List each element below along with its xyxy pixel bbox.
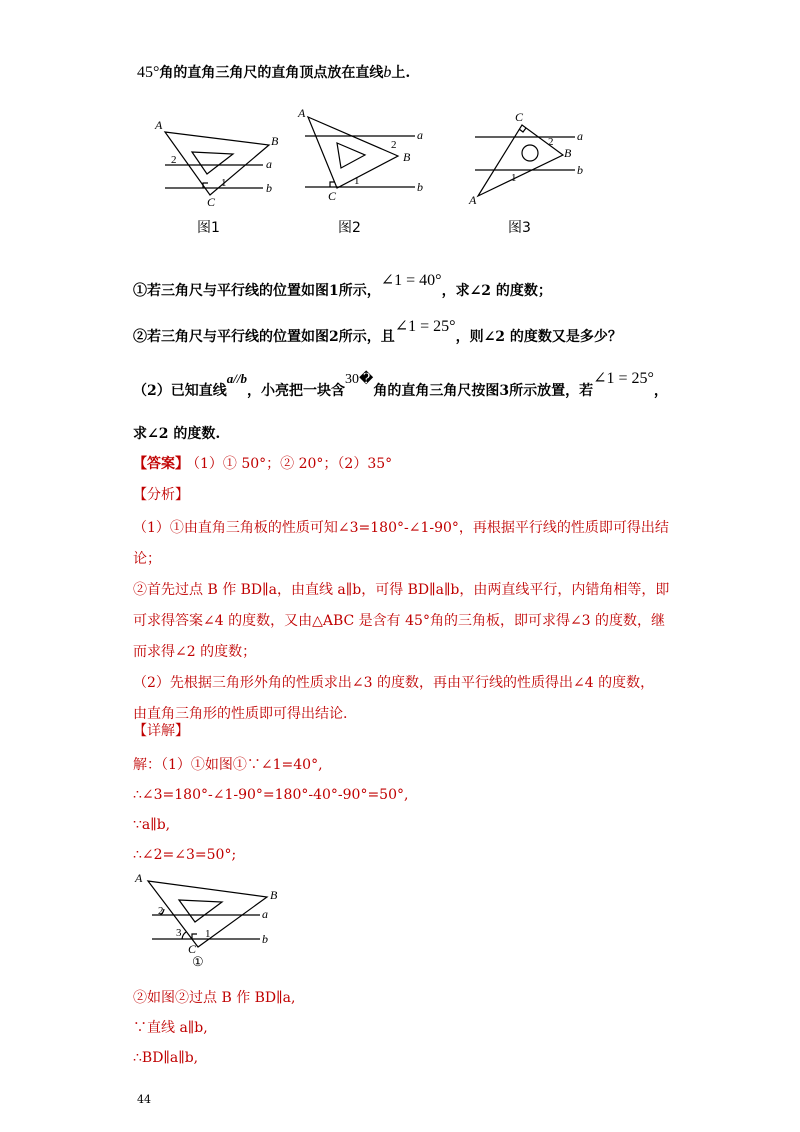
- intro-var-b: b: [383, 64, 392, 81]
- fig3-label-A: A: [469, 193, 477, 207]
- analysis-line: ②首先过点 B 作 BD∥a，由直线 a∥b，可得 BD∥a∥b，由两直线平行，内错角相等，即: [133, 582, 670, 598]
- fig3-caption: 图3: [508, 220, 531, 236]
- page-number: 44: [137, 1093, 151, 1106]
- intro-text-a: 角的直角三角尺的直角顶点放在直线: [159, 65, 384, 81]
- intro-text-b: 上.: [391, 65, 411, 81]
- fig2-label-A: A: [298, 106, 306, 120]
- q2-math: ∠1 = 25°: [394, 318, 456, 335]
- answer-line: [133, 453, 392, 473]
- sol-label-2: 2: [158, 905, 164, 917]
- fig2-label-a: a: [417, 128, 423, 142]
- fig2-caption: 图2: [338, 220, 361, 236]
- fig1-label-B: B: [271, 134, 279, 148]
- sol-label-C: C: [188, 942, 197, 956]
- fig3-label-B: B: [564, 146, 572, 160]
- analysis-line: （2）先根据三角形外角的性质求出∠3 的度数，再由平行线的性质得出∠4 的度数，: [133, 675, 655, 691]
- q1-post: ，求∠2 的度数；: [441, 283, 552, 299]
- analysis-line: （1）①由直角三角板的性质可知∠3=180°-∠1-90°，再根据平行线的性质即可得出结: [133, 520, 669, 536]
- fig1-label-b: b: [266, 181, 272, 195]
- analysis-line: 由直角三角形的性质即可得出结论.: [133, 706, 348, 722]
- sol-label-1: 1: [205, 928, 211, 940]
- detail-line: ∴BD∥a∥b,: [133, 1050, 199, 1066]
- detail-line: 解：（1）①如图①∵∠1=40°,: [133, 757, 323, 773]
- q3-line2: 求∠2 的度数.: [133, 426, 221, 442]
- analysis-body: [133, 513, 669, 730]
- detail-line: ∴∠3=180°-∠1-90°=180°-40°-90°=50°,: [133, 787, 409, 803]
- fig3-label-C: C: [515, 110, 524, 124]
- detail-line: ∵a∥b,: [133, 817, 171, 833]
- sol-label-B: B: [270, 888, 278, 902]
- intro-line: [137, 62, 410, 82]
- sol-label-A: A: [135, 871, 143, 885]
- analysis-line: 而求得∠2 的度数；: [133, 644, 257, 660]
- q3-math: ∠1 = 25°: [593, 370, 654, 387]
- q3-ab: a//b: [226, 371, 247, 386]
- q1-pre: ①若三角尺与平行线的位置如图1所示，: [133, 283, 381, 299]
- q3-30: 30�: [344, 372, 374, 387]
- q3-comma: ，: [653, 383, 668, 399]
- fig1-label-2: 2: [171, 154, 177, 166]
- answer-label: 【答案】: [133, 456, 189, 472]
- q3-mid2: 角的直角三角尺按图3所示放置，若: [373, 383, 594, 399]
- detail-line: ∴∠2=∠3=50°;: [133, 847, 237, 863]
- detail-line: ∵直线 a∥b,: [133, 1020, 208, 1036]
- detail-label: 【详解】: [133, 723, 189, 739]
- fig2-label-1: 1: [354, 175, 360, 187]
- fig1-label-A: A: [155, 118, 163, 132]
- q2-pre: ②若三角尺与平行线的位置如图2所示，且: [133, 329, 395, 345]
- sol-fig-caption: ①: [192, 954, 204, 968]
- figures-row: [145, 100, 605, 240]
- q2-post: ，则∠2 的度数又是多少？: [455, 329, 622, 345]
- analysis-label: 【分析】: [133, 487, 189, 503]
- fig3-label-a: a: [577, 129, 583, 143]
- solution-figure-1: [130, 868, 290, 968]
- detail-line: ②如图②过点 B 作 BD∥a,: [133, 990, 296, 1006]
- figure-3: [475, 125, 575, 196]
- analysis-line: 论；: [133, 551, 161, 567]
- fig1-label-a: a: [266, 157, 272, 171]
- question-1: [133, 270, 552, 299]
- sol-label-3: 3: [176, 927, 182, 939]
- q3-mid: ，小亮把一块含: [246, 383, 345, 399]
- fig1-label-C: C: [207, 195, 216, 209]
- fig3-label-2: 2: [548, 136, 554, 148]
- analysis-line: 可求得答案∠4 的度数，又由△ABC 是含有 45°角的三角板，即可求得∠3 的度数，继: [133, 613, 666, 629]
- fig2-label-2: 2: [391, 139, 397, 151]
- answer-text: （1）① 50°；② 20°；（2）35°: [193, 456, 393, 472]
- figure-1: [165, 132, 269, 195]
- q3-pre: （2）已知直线: [133, 383, 227, 399]
- detail-body-2: [133, 983, 295, 1073]
- q1-math: ∠1 = 40°: [380, 272, 442, 289]
- intro-angle: 45°: [137, 64, 160, 81]
- fig2-label-b: b: [417, 180, 423, 194]
- fig1-caption: 图1: [197, 220, 220, 236]
- fig3-label-1: 1: [511, 172, 517, 184]
- sol-label-a: a: [262, 907, 268, 921]
- detail-body: [133, 750, 408, 870]
- fig3-label-b: b: [577, 163, 583, 177]
- question-3: [133, 368, 668, 399]
- fig1-label-1: 1: [221, 177, 227, 189]
- question-2: [133, 316, 622, 345]
- fig2-label-B: B: [403, 150, 411, 164]
- figure-2: [305, 117, 415, 188]
- sol-label-b: b: [262, 932, 268, 946]
- fig2-label-C: C: [328, 189, 337, 203]
